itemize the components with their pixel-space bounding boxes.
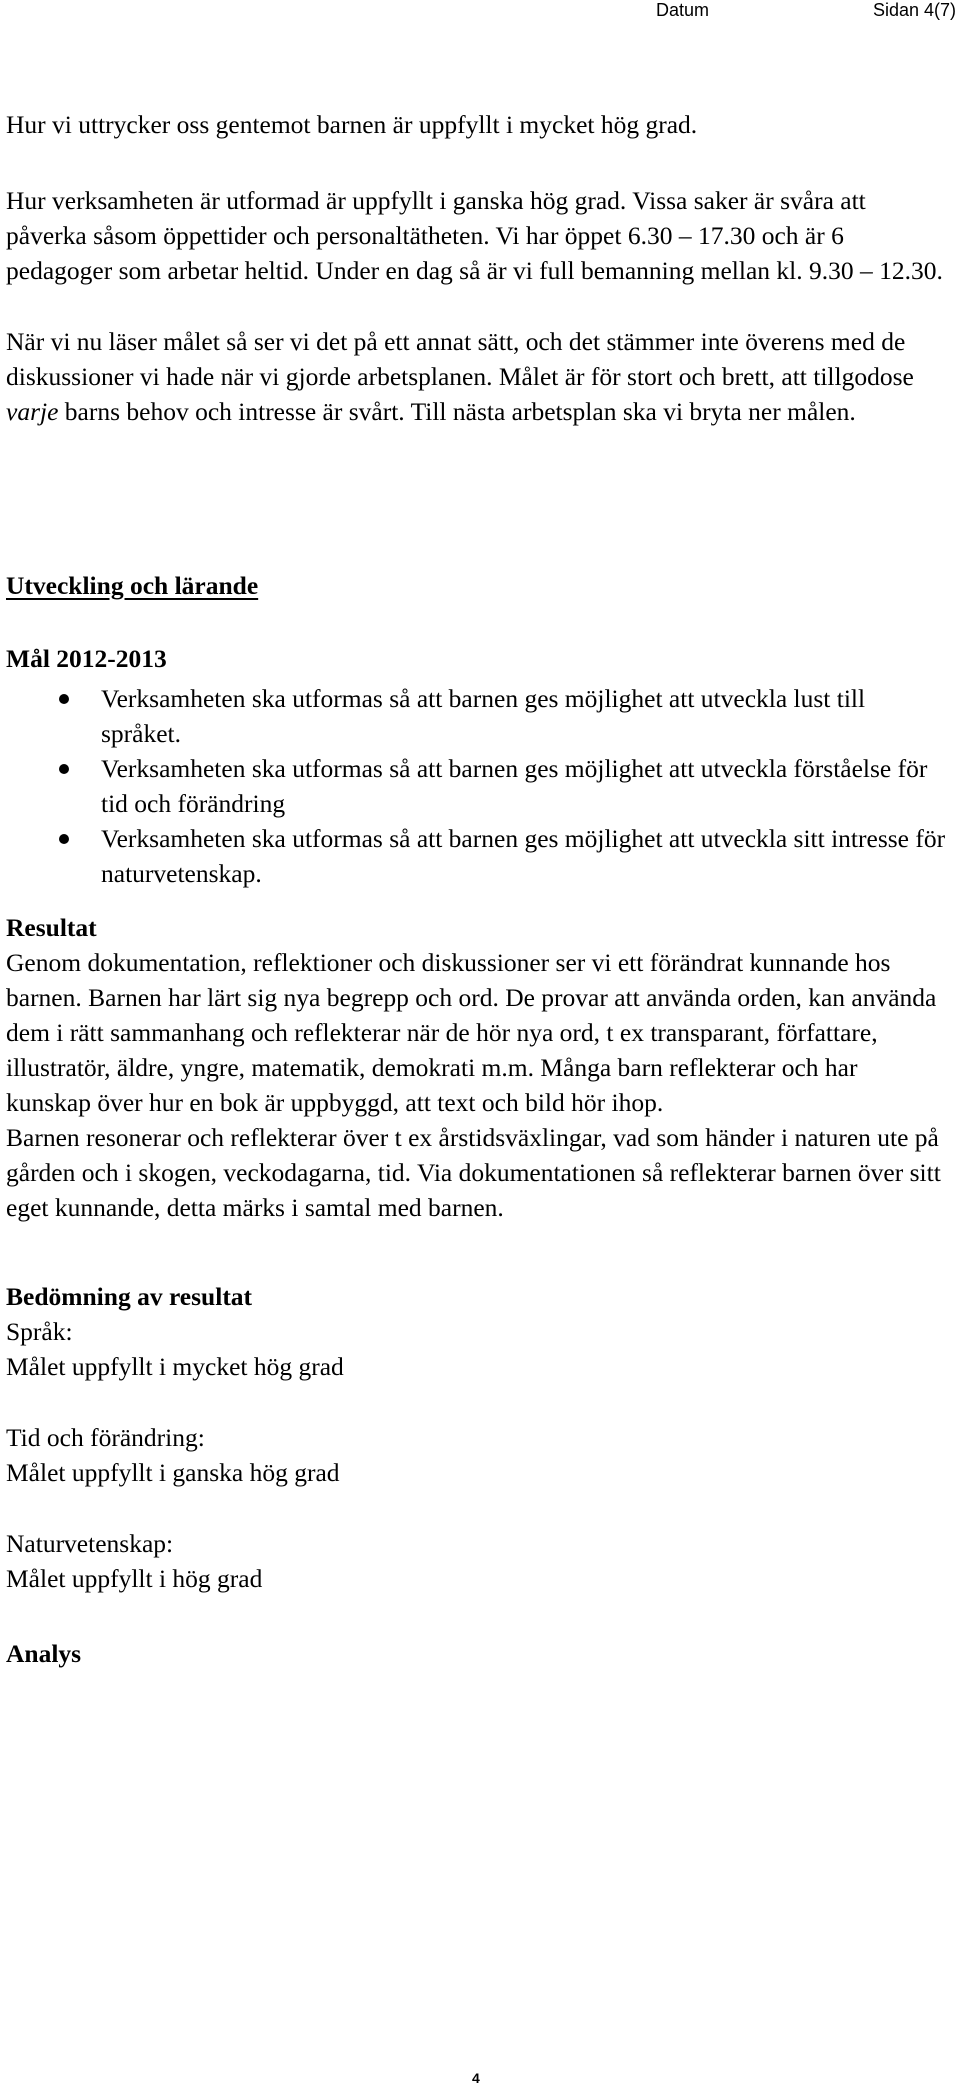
header-page-number: Sidan 4(7) bbox=[873, 0, 957, 20]
assessment-value: Målet uppfyllt i mycket hög grad bbox=[6, 1352, 344, 1381]
reflection-paragraph bbox=[6, 324, 946, 429]
section-heading: Utveckling och lärande bbox=[6, 571, 259, 600]
goal-item bbox=[6, 821, 946, 891]
assessment-value: Målet uppfyllt i ganska hög grad bbox=[6, 1458, 340, 1487]
goal-list bbox=[6, 681, 946, 891]
result-paragraph: Barnen resonerar och reflekterar över t ex årstidsväxlingar, vad som händer i naturen ute på gården och i skogen, veckodagarna, tid. Via dokumentationen så reflekterar barnen över sitt eget kunnande, detta märks i samtal med barnen. bbox=[6, 1123, 941, 1222]
goal-item bbox=[6, 751, 946, 821]
header-date-label: Datum bbox=[656, 0, 710, 20]
assessment-label: Tid och förändring: bbox=[6, 1423, 205, 1452]
organisation-paragraph: Hur verksamheten är utformad är uppfyllt i ganska hög grad. Vissa saker är svåra att påverka såsom öppettider och personaltätheten. Vi har öppet 6.30 – 17.30 och är 6 pedagoger som arbetar heltid. Under en dag så är vi full bemanning mellan kl. 9.30 – 12.30. bbox=[6, 186, 943, 285]
bullet-icon bbox=[59, 834, 69, 844]
page-footer-number: 4 bbox=[472, 2070, 480, 2086]
reflection-emphasis: varje bbox=[6, 397, 59, 426]
goal-text: Verksamheten ska utformas så att barnen ges möjlighet att utveckla förståelse för tid och förändring bbox=[101, 754, 928, 818]
goal-text: Verksamheten ska utformas så att barnen ges möjlighet att utveckla sitt intresse för naturvetenskap. bbox=[101, 824, 946, 888]
result-heading: Resultat bbox=[6, 913, 97, 942]
assessment-label: Naturvetenskap: bbox=[6, 1529, 174, 1558]
document-body bbox=[6, 107, 946, 1671]
result-paragraph: Genom dokumentation, reflektioner och diskussioner ser vi ett förändrat kunnande hos barnen. Barnen har lärt sig nya begrepp och ord. De provar att använda orden, kan använda dem i rätt sammanhang och reflekterar när de hör nya ord, t ex transparant, författare, illustratör, äldre, yngre, matematik, demokrati m.m. Många barn reflekterar och har kunskap över hur en bok är uppbyggd, att text och bild hör ihop. bbox=[6, 948, 937, 1117]
goal-text: Verksamheten ska utformas så att barnen ges möjlighet att utveckla lust till språket. bbox=[101, 684, 866, 748]
assessment-heading: Bedömning av resultat bbox=[6, 1282, 253, 1311]
assessment-label: Språk: bbox=[6, 1317, 73, 1346]
bullet-icon bbox=[59, 764, 69, 774]
goal-heading: Mål 2012-2013 bbox=[6, 644, 167, 673]
page-header bbox=[0, 0, 960, 24]
goal-item bbox=[6, 681, 946, 751]
assessment-value: Målet uppfyllt i hög grad bbox=[6, 1564, 263, 1593]
reflection-text-2: barns behov och intresse är svårt. Till nästa arbetsplan ska vi bryta ner målen. bbox=[58, 397, 856, 426]
reflection-text-1: När vi nu läser målet så ser vi det på ett annat sätt, och det stämmer inte överens med de diskussioner vi hade när vi gjorde arbetsplanen. Målet är för stort och brett, att tillgodose bbox=[6, 327, 914, 391]
intro-paragraph: Hur vi uttrycker oss gentemot barnen är uppfyllt i mycket hög grad. bbox=[6, 110, 698, 139]
bullet-icon bbox=[59, 694, 69, 704]
analysis-heading: Analys bbox=[6, 1639, 82, 1668]
